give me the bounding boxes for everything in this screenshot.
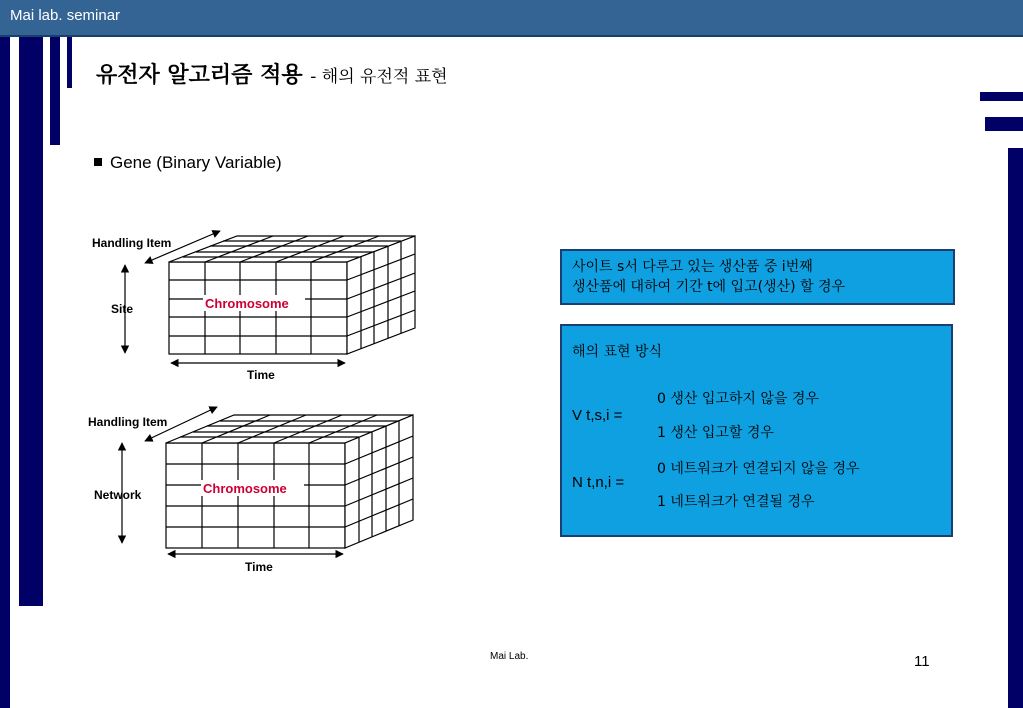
square-bullet-icon: [94, 158, 102, 166]
handling-item-label: Handling Item: [88, 415, 168, 429]
n-option-0: 0 네트워크가 연결되지 않을 경우: [657, 461, 860, 477]
chromosome-label: Chromosome: [205, 296, 289, 311]
time-label: Time: [245, 560, 273, 574]
handling-item-label: Handling Item: [92, 236, 172, 250]
page-number: 11: [914, 653, 930, 670]
page-title-main: 유전자 알고리즘 적용: [96, 63, 303, 88]
left-accent-bar-outer: [0, 37, 10, 708]
bullet-text: Gene (Binary Variable): [110, 153, 282, 172]
representation-box: [560, 324, 953, 537]
definition-line-1: 사이트 s서 다루고 있는 생산품 중 i번째: [572, 259, 813, 275]
representation-heading: 해의 표현 방식: [572, 344, 663, 360]
n-variable-label: N t,n,i =: [572, 474, 625, 491]
v-option-0: 0 생산 입고하지 않을 경우: [657, 391, 819, 407]
chromosome-diagram-bottom: [85, 403, 425, 578]
left-accent-bar-wide: [19, 37, 43, 606]
site-label: Site: [111, 302, 134, 316]
chromosome-label: Chromosome: [203, 481, 287, 496]
header-bar: [0, 0, 1023, 37]
left-accent-bar-mid: [50, 37, 60, 145]
page-title-sub: - 해의 유전적 표현: [310, 67, 448, 87]
v-option-1: 1 생산 입고할 경우: [657, 425, 774, 441]
right-accent-stripe-1: [980, 92, 1023, 101]
time-label: Time: [247, 368, 275, 382]
definition-line-2: 생산품에 대하여 기간 t에 입고(생산) 할 경우: [572, 279, 846, 295]
chromosome-diagram-top: [85, 225, 425, 385]
definition-box: [560, 249, 955, 305]
network-label: Network: [94, 488, 142, 502]
left-accent-bar-short: [67, 37, 72, 88]
right-accent-stripe-2: [985, 117, 1023, 131]
header-title: Mai lab. seminar: [10, 7, 121, 24]
v-variable-label: V t,s,i =: [572, 407, 623, 424]
right-accent-bar: [1008, 148, 1023, 708]
n-option-1: 1 네트워크가 연결될 경우: [657, 494, 815, 510]
footer-label: Mai Lab.: [490, 651, 529, 662]
bullet-item: [94, 153, 282, 173]
page-title: [96, 58, 448, 89]
